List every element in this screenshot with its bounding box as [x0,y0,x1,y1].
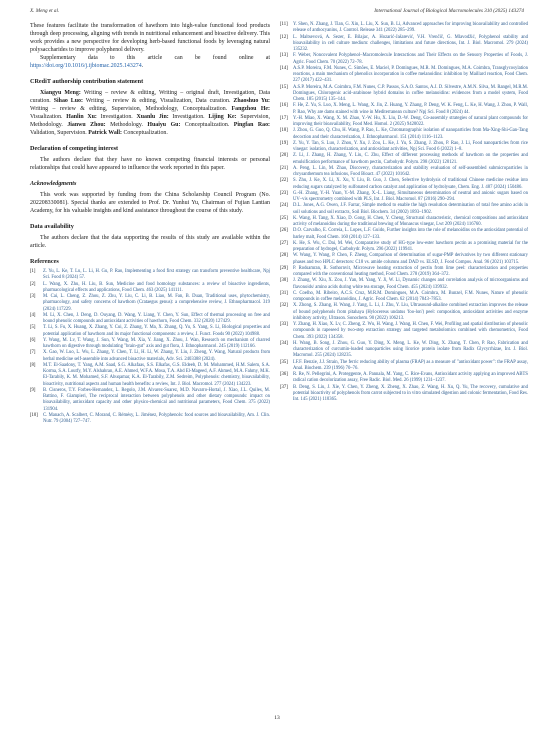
reference-number: [25] [280,215,288,221]
right-column [280,22,528,403]
credit-author-name: Huaiyu Gu: [147,122,181,128]
reference-number: [19] [280,140,288,146]
reference-text[interactable]: Z. Li, J. Zhang, H. Zhang, Y. Liu, C. Zhu, Effect of different processing methods of hawthorn on the properties and emulsification performance of hawthorn pectin, Carbohydr. Polym. 298 (2022) 120121. [293,153,528,165]
reference-number: [36] [280,372,288,377]
reference-number: [8] [30,362,36,368]
reference-text[interactable]: I.F.F. Benzie, J.J. Strain, The ferric reducing ability of plasma (FRAP) as a measure of "antioxidant power": the FRAP assay, Anal. Biochem. 239 (1996) 70–76. [293,359,528,371]
reference-item[interactable] [280,203,528,216]
declaration-heading: Declaration of competing interest [30,145,119,152]
reference-number: [9] [30,387,36,393]
reference-item[interactable] [280,360,528,373]
reference-number: [2] [30,281,36,287]
reference-number: [24] [280,203,288,209]
reference-number: [33] [280,322,288,327]
reference-item[interactable] [280,35,528,54]
reference-text[interactable]: B. Cisneros, T.Y. Forbes-Hernandez, L. Regolo, J.M. Alvarez-Suarez, M.D. Navarro-Hortal, J. Xiao, J.L. Quiles, M. Battino, F. Giampieri, The reciprocal interaction between polyphenols and other dietary compounds: impact on bioavailability, antioxidant capacity and other physico-chemical and nutritional parameters, Food Chem. 375 (2022) 131904. [43,387,270,412]
reference-item[interactable] [30,338,270,351]
reference-item[interactable] [280,228,528,241]
credit-author-name: Pingfan Rao: [233,122,270,128]
reference-number: [10] [30,412,38,418]
header-authors: X. Meng et al. [30,8,60,14]
reference-item[interactable] [280,22,528,35]
reference-text[interactable]: X. Zhong, S. Zhang, H. Wang, J. Yang, L. Li, J. Zhu, Y. Liu, Ultrasound-alkaline combined extraction improves the release of bound polyphenols from pitahaya (Hylocereus undatus 'foo-lon') peel: composition, antioxidant activities and enzyme inhibitory activity, Ultrason. Sonochem. 90 (2022) 106213. [293,303,528,321]
credit-author-name: Patrick Wall: [88,130,123,136]
reference-number: [20] [280,153,288,159]
reference-item[interactable] [280,253,528,266]
page-number: 13 [274,715,280,721]
credit-heading: CRediT authorship contribution statement [30,78,144,85]
reference-number: [32] [280,303,288,309]
reference-item[interactable] [280,128,528,141]
reference-text[interactable]: Y.-H. Miao, X. Wang, X. M. Zhao, Y.-W. Hu, X. Liu, D.-W. Deng, Co-assembly strategies of natural plant compounds for improving their bioavailability, Food Med. Homol. 2 (2025) 9420022. [293,115,528,127]
declaration-paragraph: The authors declare that they have no known competing financial interests or personal relationships that could have appeared to influence the work reported in this paper. [30,157,270,171]
credit-author-name: Fangzhou He: [231,106,270,112]
reference-item[interactable] [30,313,270,326]
reference-text[interactable]: A. Peng, L. Lin, M. Zhao, Discovery, characterization and stability evaluation of self-assembled submicroparticles in chrysanthemum tea infusions, Food Bioact. 47 (2022) 101642. [293,165,528,177]
reference-number: [3] [30,294,36,299]
acknowledgments-paragraph: This work was supported by funding from the China Scholarship Council Program (No. 202208330081). Special thanks are extended to Prof. Dr. Yunhui Yu, Chairman of Fujian Lantian Academy, for his valuable insights and kind assistance throughout the course of this study. [30,192,270,214]
left-column [30,22,270,425]
reference-text[interactable]: B. Deng, S. Liu, J. Xie, Y. Chen, Y. Zheng, X. Zheng, X. Zhao, Z. Wang, H. Xu, Q. Yu, The recovery, cumulative and potential bioactivity of polyphenols from carrot subjected to in vitro simulated digestion and colonic fermentation, Food Res. Int. 145 (2021) 110365. [293,384,528,402]
credit-paragraph [30,89,270,137]
reference-text[interactable]: Y. Zhang, H. Xiao, X. Lv, C. Zheng, Z. Wu, H. Wang, J. Wang, H. Chen, F. Wei, Profiling and spatial distribution of phenolic compounds in rapeseed by two-step extraction strategy and targeted metabolomics combined with chemometrics, Food Chem. 393 (2022) 134358. [293,322,528,340]
credit-author-role: Supervision, Methodology. [30,114,270,128]
reference-number: [26] [280,228,288,234]
credit-author-role: Visualization. [30,114,67,120]
reference-item[interactable] [280,385,528,404]
reference-item[interactable] [280,66,528,85]
reference-number: [13] [280,53,288,59]
reference-number: [6] [30,337,36,343]
credit-author-role: Writing – review & editing, Writing – original draft, Investigation, Data curation. [30,90,270,104]
reference-item[interactable] [280,166,528,179]
conclusion-paragraph: These features facilitate the transformation of hawthorn into high-value functional food products through deep processing, aligning with trends in nutritional enhancement and bioactive delivery. This work provides a new perspective for developing herb-based functional foods by leveraging natural polysaccharides to improve polyphenol delivery. [30,23,270,53]
reference-text[interactable]: Y. Wang, M. Lv, T. Wang, J. Sun, Y. Wang, M. Xia, Y. Jiang, X. Zhou, J. Wan, Research on mechanism of charred hawthorn on digestive through modulating "brain-gut" axis and gut flora, J. Ethnopharmacol. 245 (2019) 112166. [43,337,270,349]
reference-number: [12] [280,34,288,40]
reference-text[interactable]: M. Cai, L. Cheng, Z. Zhou, Z. Zhu, Y. Liu, C. Li, B. Liao, M. Fan, B. Duan, Traditional uses, phytochemistry, pharmacology, and safety concerns of hawthorn (Crataegus genus): a comprehensive review, J. Ethnopharmacol. 319 (2024) 117229. [43,294,270,312]
reference-number: [5] [30,325,36,331]
reference-item[interactable] [30,294,270,313]
reference-number: [29] [280,265,288,271]
reference-text[interactable]: L. Wang, X. Zhu, H. Liu, B. Sun, Medicine and food homology substances: a review of bioactive ingredients, pharmacological effects and applications, Food Chem. 463 (2025) 141111. [43,281,270,293]
references-list-left [30,269,270,425]
reference-text[interactable]: K. Wang, H. Tang, X. Xiao, D. Gong, H. Chen, Y. Cheng, Structural characteristic, chemical compositions and antioxidant activity of melanoidins during the traditional brewing of Monascus vinegar, Lwt 209 (2024) 116760. [293,215,528,227]
data-availability-paragraph: The authors declare that the data supporting the results of this study are available within the article. [30,235,270,249]
reference-item[interactable] [280,191,528,204]
reference-text[interactable]: J. Zhang, W. Xiu, X. Zou, J. Yan, M. Yang, Y. Ji, W. Li, Dynamic changes and correlation analysis of microorganisms and flavonoids/ amino acids during white tea storage, Food Chem. 455 (2024) 139932. [293,278,528,290]
reference-text[interactable]: J. Zhou, G. Guo, Q. Chu, H. Wang, P. Rao, L. Ke, Chromatographic isolation of nanoparticles from Ma-Xing-Shi-Gan-Tang decoction and their characterization, J. Ethnopharmacol. 151 (2014) 1116–1123. [293,128,528,140]
reference-number: [7] [30,350,36,356]
header-journal: International Journal of Biological Macromolecules 310 (2025) 143274 [374,8,524,14]
reference-number: [22] [280,178,288,184]
reference-text[interactable]: M.T. El-Saadony, T. Yang, A.M. Saad, S.G. Alkafaas, S.S. Elkafas, G.S. Eldeeb, D. M. Mohammed, H.M. Salem, S.A. Korma, S.A. Loutfy, M.Y. Alshahran, A.E. Ahmed, W.F.A. Mosa, T.A. Abd El-Mageed, A.F. Ahmed, M.A. Fahmy, M.K. El-Tarabily, K. M. Mohamed, S.F. Abuqamar, K.A. El-Tarabily, Z.M. Sedreim, Polyphenols: chemistry, bioavailability, bioactivity, nutritional aspects and human health benefits: a review, Int. J. Biol. Macromol. 277 (2024) 134223. [43,362,270,387]
reference-number: [31] [280,290,288,296]
credit-author-role: Investigation. [96,114,137,120]
reference-item[interactable] [280,103,528,116]
reference-number: [23] [280,190,288,196]
credit-author-name: Hanlin Xu: [66,114,97,120]
reference-text[interactable]: A.S.P. Moreira, M.A. Coimbra, F.M. Nunes, C.P. Passos, S.A.O. Santos, A.J. D. Silvestre, A.M.N. Silva, M. Rangel, M.R.M. Domingues, Chlorogenic acid–arabinose hybrid domains in coffee melanoidins: evidences from a model system, Food Chem. 185 (2015) 135–144. [293,84,528,102]
reference-text[interactable]: T. Li, S. Fu, X. Huang, X. Zhang, Y. Cui, Z. Zhang, Y. Ma, X. Zhang, Q. Yu, S. Yang, S. Li, Biological properties and potential application of hawthorn and its major functional components: a review, J. Funct. Foods 90 (2022) 104988. [43,325,270,337]
credit-author-role: Conceptualization. [180,122,234,128]
credit-author-name: Zhaoshuo Yu: [233,98,270,104]
reference-text[interactable]: Z. Yu, Y. Tan, S. Luo, J. Zhou, Y. Xu, J. Zou, L. Ke, J. Yu, S. Zhang, J. Zhou, P. Rao, J. Li, Food nanoparticles from rice vinegar: isolation, characterization, and antioxidant activities, Npj Sci. Food 6 (2022) 1–8. [293,140,528,152]
credit-author-role: Writing – review & editing, Visualization, Data curation. [82,98,234,104]
credit-author-name: Xiangyu Meng: [40,90,81,96]
reference-item[interactable] [280,278,528,291]
reference-item[interactable] [30,325,270,338]
reference-text[interactable]: P. Rodsamran, R. Sothornvit, Microwave heating extraction of pectin from lime peel: characterization and properties compared with the conventional heating method, Food Chem. 278 (2019) 364–372. [293,265,528,277]
reference-number: [16] [280,103,288,109]
reference-number: [14] [280,65,288,71]
reference-number: [27] [280,240,288,246]
supplementary-text: Supplementary data to this article can be found online at [40,55,270,61]
reference-item[interactable] [30,413,270,426]
reference-text[interactable]: S. Zhu, J. Ke, X. Li, X. Xu, Y. Liu, B. Guo, J. Chen, Selective hydrolysis of traditional Chinese medicine residue into reducing sugars catalyzed by sulfonated carbon catalyst and application of hydrolysate, Chem. Eng. J. 487 (2024) 150486. [293,178,528,190]
references-heading: References [30,258,59,265]
reference-number: [28] [280,253,288,259]
supplementary-paragraph [30,54,270,70]
credit-author-name: Xuanlu Jin: [136,114,169,120]
running-header [30,8,524,18]
reference-number: [15] [280,84,288,90]
reference-number: [17] [280,115,288,121]
reference-text[interactable]: A.S.P. Moreira, F.M. Nunes, C. Simões, E. Maciel, P. Domingues, M.R. M. Domingues, M.A. Coimbra, Transglycosylation reactions, a main mechanism of phenolics incorporation in coffee melanoidins: inhibition by Maillard reaction, Food Chem. 227 (2017) 422–431. [293,65,528,84]
reference-number: [4] [30,312,36,318]
references-list-right [280,22,528,403]
reference-text[interactable]: K. He, S. Wu, C. Dai, M. Wei, Comparative study of HG-type low-ester hawthorn pectin as a promising material for the preparation of hydrogel, Carbohydr. Polym. 296 (2022) 119941. [293,240,528,252]
reference-text[interactable]: H. Wang, B. Song, J. Zhou, G. Guo, Y. Ding, X. Meng, L. Ke, W. Ding, X. Zhang, T. Chen, P. Rao, Fabrication and characterization of curcumin-loaded nanoparticles using licorice protein isolate from Radix Glycyrrhizae, Int. J. Biol. Macromol. 255 (2024) 128235. [293,340,528,359]
reference-number: [21] [280,165,288,171]
reference-number: [34] [280,340,288,346]
reference-text[interactable]: M. Li, X. Chen, J. Deng, D. Ouyang, D. Wang, Y. Liang, Y. Chen, Y. Sun, Effect of thermal processing on free and bound phenolic compounds and antioxidant activities of hawthorn, Food Chem. 332 (2020) 127429. [43,312,270,324]
reference-number: [37] [280,384,288,390]
reference-number: [18] [280,128,288,134]
reference-text[interactable]: D.L. Jones, A.G. Owen, J.F. Farrar, Simple method to enable the high resolution determination of total free amino acids in soil solutions and soil extracts, Soil Biol. Biochem. 34 (2002) 1893–1902. [293,203,528,215]
reference-text[interactable]: L. Maltsevová, A. Sezer, E. Bilajac, A. Hozarić-Jašarević, V.H. Vrenčič, G. Mlavodžić, Polyphenol stability and bioavailability in cell culture medium: challenges, limitations and future directions, Int. J. Biol. Macromol. 279 (2024) 135232. [293,34,528,52]
reference-item[interactable] [280,341,528,360]
reference-text[interactable]: G.-H. Zhang, Y.-H. Yuan, Y.-M. Zhang, X.-L. Liang, Simultaneous determination of neutral and anionic sugars based on UV–vis spectrometry combined with PLS, Int. J. Biol. Macromol. 87 (2016) 290–294. [293,190,528,202]
credit-author-role: Writing – review & editing, Supervision, Methodology, Conceptualization. [30,106,232,112]
credit-author-role: Methodology. [105,122,148,128]
supplementary-period: . [141,63,144,69]
credit-author-role: Conceptualization. [122,130,168,136]
reference-text[interactable]: C. Coelho, M. Ribeiro, A.C.S. Cruz, M.R.M. Domingues, M.A. Coimbra, M. Bunzel, F.M. Nunes, Nature of phenolic compounds in coffee melanoidins, J. Agric. Food Chem. 62 (2014) 7843–7853. [293,290,528,302]
supplementary-doi-link[interactable]: https://doi.org/10.1016/j.ijbiomac.2025.143274 [30,63,142,69]
reference-item[interactable] [280,322,528,341]
reference-text[interactable]: F. Weber, Noncovalent Polyphenol–Macromolecule Interactions and Their Effects on the Sensory Properties of Foods, J. Agric. Food Chem. 70 (2022) 72–78. [293,53,528,65]
reference-item[interactable] [30,350,270,363]
reference-text[interactable]: F. He, Z. Yu, S. Luo, X. Meng, L. Wang, X. Jin, Z. Huang, Y. Zhang, P. Deng, W. K. Feng, L. Ke, H. Wang, J. Zhou, P. Wall, P. Rao, Why are dams stained with wine in Mediterranean culture? Npj Sci. Food 8 (2024) 44. [293,103,528,115]
reference-item[interactable] [280,116,528,129]
reference-item[interactable] [280,178,528,191]
reference-item[interactable] [280,153,528,166]
acknowledgments-heading: Acknowledgments [30,180,77,187]
reference-number: [1] [30,269,36,274]
reference-number: [11] [280,22,288,27]
reference-item[interactable] [280,266,528,279]
reference-item[interactable] [280,241,528,254]
reference-text[interactable]: R. Re, N. Pellegrini, A. Proteggente, A. Pannala, M. Yang, C. Rice-Evans, Antioxidant activity applying an improved ABTS radical cation decolorization assay, Free Radic. Biol. Med. 26 (1999) 1231–1237. [293,372,528,384]
reference-item[interactable] [30,363,270,388]
data-availability-heading: Data availability [30,223,74,230]
reference-text[interactable]: C. Manach, A. Scalbert, C. Morand, C. Rémésy, L. Jiménez, Polyphenols: food sources and bioavailability, Am. J. Clin. Nutr. 79 (2004) 727–747. [43,412,270,424]
reference-item[interactable] [280,85,528,104]
reference-text[interactable]: Y. Shen, N. Zhang, J. Tian, G. Xin, L. Liu, X. Sun, B. Li, Advanced approaches for improving bioavailability and controlled release of anthocyanins, J. Control. Release 341 (2022) 285–299. [293,22,528,34]
credit-author-name: Jianwu Zhou: [67,122,106,128]
reference-item[interactable] [280,303,528,322]
credit-author-role: Validation, Supervision. [30,130,89,136]
credit-author-name: Lijing Ke: [208,114,237,120]
credit-author-role: Investigation. [168,114,209,120]
reference-number: [35] [280,359,288,365]
reference-text[interactable]: Z. Yu, L. Ke, T. Lu, L. Li, H. Gu, P. Rao, Implementing a food first strategy can transform preventive healthcare, Npj Sci. Food 8 (2024) 57. [43,269,270,281]
credit-author-name: Sihao Luo: [53,98,83,104]
reference-item[interactable] [280,141,528,154]
reference-item[interactable] [280,372,528,385]
reference-text[interactable]: X. Gao, W. Luo, L. Wu, L. Zhang, Y. Chen, T. Li, H. Li, W. Zhang, Y. Liu, J. Zheng, Y. Wang, Natural products from herbal medicine self-assemble into advanced bioactive materials, Adv. Sci. 2403388 (2024). [43,350,270,362]
reference-text[interactable]: W. Wang, Y. Wang, P. Chen, F. Zheng, Comparison of determination of sugar-PMP derivatives by two different stationary phases and two HPLC detectors: C18 vs. amide columns and DAD vs. ELSD, J. Food Compos. Anal. 96 (2021) 103715. [293,253,528,265]
reference-item[interactable] [30,282,270,295]
reference-item[interactable] [280,53,528,66]
reference-item[interactable] [30,269,270,282]
reference-item[interactable] [30,388,270,413]
reference-item[interactable] [280,291,528,304]
reference-item[interactable] [280,216,528,229]
reference-number: [30] [280,278,288,284]
reference-text[interactable]: D.O. Carvalho, E. Correia, L. Lopes, L.F. Guido, Further insights into the role of melanoidins on the antioxidant potential of barley malt, Food Chem. 160 (2014) 127–133. [293,228,528,240]
